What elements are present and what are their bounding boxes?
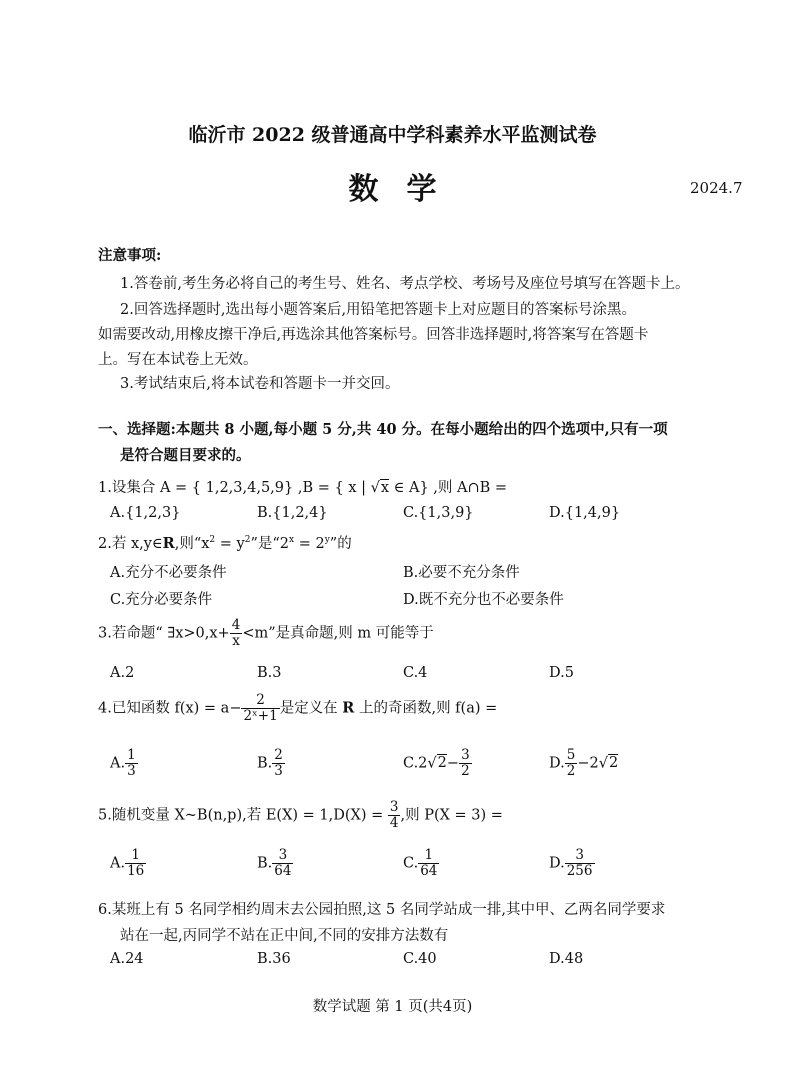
notice-item-3: 3.考试结束后,将本试卷和答题卡一并交回。 (120, 376, 400, 392)
q4-b-frac (272, 748, 285, 779)
q5-a-label: A. (110, 855, 126, 872)
q4-a-label: A. (110, 755, 126, 772)
q4-b-num: 2 (274, 747, 283, 763)
q4-d-num: 5 (566, 747, 576, 763)
q4-d-den: 2 (566, 762, 576, 779)
q2-exp-a: 2 (209, 535, 216, 545)
q5-option-b (257, 848, 293, 879)
q4-option-a (110, 748, 138, 779)
q4-d-tail: −2 (577, 755, 599, 772)
q1-option-b: B.{1,2,4} (257, 505, 328, 521)
q4-b-den: 3 (274, 762, 283, 779)
exam-title: 临沂市 2022 级普通高中学科素养水平监测试卷 (188, 124, 597, 146)
q3-option-d: D.5 (549, 665, 574, 681)
notice-item-2-line-1: 2.回答选择题时,选出每小题答案后,用铅笔把答题卡上对应题目的答案标号涂黑。 (120, 302, 637, 318)
q2-option-c: C.充分必要条件 (110, 592, 213, 608)
q4-d-sqrt-sign: √ (598, 755, 608, 772)
q5-a-frac (125, 848, 146, 879)
q4-c-den: 2 (461, 762, 470, 779)
q4-fraction (241, 693, 279, 724)
question-5 (98, 800, 503, 831)
q5-d-frac (565, 848, 595, 879)
q2-text-e: = 2 (294, 536, 325, 552)
q1-prefix: 1.设集合 A = { 1,2,3,4,5,9} ,B = { x | (98, 480, 371, 496)
q3-prefix: 3.若命题“ ∃x>0,x+ (98, 625, 230, 642)
q2-text-c: = y (215, 536, 245, 552)
q5-b-den: 64 (274, 862, 292, 879)
q5-b-num: 3 (272, 848, 293, 864)
q5-b-label: B. (257, 855, 273, 872)
q4-d-frac (565, 748, 578, 779)
q5-b-frac (272, 848, 293, 879)
q1-sqrt-sign: √ (370, 480, 380, 496)
q5-c-den: 64 (420, 862, 438, 879)
q5-frac-num: 3 (389, 799, 399, 815)
q3-option-b: B.3 (257, 665, 282, 681)
q2-text-f: ”的 (329, 536, 352, 552)
notice-item-1: 1.答卷前,考生务必将自己的考生号、姓名、考点学校、考场号及座位号填写在答题卡上。 (120, 276, 690, 292)
q3-fraction (230, 618, 243, 649)
q4-b-label: B. (257, 755, 273, 772)
question-4 (98, 693, 497, 724)
q4-option-c (403, 748, 472, 779)
q4-a-frac (125, 748, 138, 779)
section-heading-line-2: 是符合题目要求的。 (120, 447, 251, 464)
q2-exp-y: y (324, 535, 330, 545)
q4-d-label: D. (549, 755, 565, 772)
q5-a-den: 16 (127, 862, 145, 879)
q4-frac-den: 2ˣ+1 (243, 707, 278, 724)
q4-option-b (257, 748, 285, 779)
q4-c-sqrt-sign: √ (427, 755, 437, 772)
page-footer: 数学试题 第 1 页(共4页) (312, 999, 473, 1015)
question-2 (98, 532, 352, 553)
q1-option-a: A.{1,2,3} (110, 505, 181, 521)
subject-title: 数学 (348, 172, 465, 207)
notice-item-2-line-2: 如需要改动,用橡皮擦干净后,再选涂其他答案标号。回答非选择题时,将答案写在答题卡 (98, 327, 649, 343)
q6-option-b: B.36 (257, 951, 291, 967)
q4-option-d (549, 748, 618, 779)
q5-d-label: D. (549, 855, 565, 872)
q3-option-a: A.2 (110, 665, 135, 681)
q5-a-num: 1 (125, 848, 146, 864)
question-6-line-1: 6.某班上有 5 名同学相约周末去公园拍照,这 5 名同学站成一排,其中甲、乙两名同学要求 (98, 902, 666, 918)
q5-frac-den: 4 (389, 814, 399, 831)
q5-option-d (549, 848, 595, 879)
q5-suffix: ,则 P(X = 3) = (400, 807, 503, 824)
q6-option-d: D.48 (549, 951, 584, 967)
q6-option-a: A.24 (110, 951, 144, 967)
q4-c-frac (459, 748, 472, 779)
q5-d-den: 256 (566, 862, 593, 879)
q2-option-d: D.既不充分也不必要条件 (403, 592, 564, 608)
notice-item-2-line-3: 上。写在本试卷上无效。 (98, 352, 258, 368)
question-1 (98, 476, 507, 497)
q4-a-den: 3 (127, 762, 136, 779)
question-3 (98, 618, 434, 649)
q3-option-c: C.4 (403, 665, 428, 681)
q5-c-label: C. (403, 855, 419, 872)
q4-suffix: 上的奇函数,则 f(a) = (354, 700, 498, 717)
q4-mid: 是定义在 (279, 700, 343, 717)
q1-sqrt-arg: x (380, 480, 390, 496)
q5-c-frac (418, 848, 439, 879)
q2-text-b: ,则“x (174, 536, 210, 552)
section-heading-line-1: 一、选择题:本题共 8 小题,每小题 5 分,共 40 分。在每小题给出的四个选项中,只有一项 (98, 421, 668, 438)
q3-frac-den: x (232, 632, 240, 649)
q4-c-sqrt-arg: 2 (437, 755, 447, 772)
q5-prefix: 5.随机变量 X~B(n,p),若 E(X) = 1,D(X) = (98, 807, 388, 824)
q2-option-b: B.必要不充分条件 (403, 565, 520, 581)
q3-suffix: <m”是真命题,则 m 可能等于 (242, 625, 434, 642)
q5-fraction (388, 800, 401, 831)
q5-d-num: 3 (565, 848, 595, 864)
q4-a-num: 1 (127, 747, 136, 763)
q2-text-r: R (162, 535, 175, 552)
q4-c-num: 3 (461, 747, 470, 763)
q4-prefix: 4.已知函数 f(x) = a− (98, 700, 242, 717)
q4-frac-num: 2 (241, 693, 279, 709)
notice-heading: 注意事项: (98, 247, 162, 264)
q5-c-num: 1 (418, 848, 439, 864)
q1-option-d: D.{1,4,9} (549, 505, 621, 521)
q3-frac-num: 4 (231, 617, 241, 633)
q4-c-label: C.2 (403, 755, 428, 772)
q5-option-a (110, 848, 146, 879)
q4-r: R (342, 699, 355, 717)
question-6-line-2: 站在一起,丙同学不站在正中间,不同的安排方法数有 (120, 928, 449, 944)
q5-option-c (403, 848, 439, 879)
q2-text-a: 2.若 x,y∈ (98, 536, 163, 552)
exam-date: 2024.7 (690, 179, 743, 197)
q6-option-c: C.40 (403, 951, 437, 967)
q2-exp-b: 2 (244, 535, 251, 545)
q2-exp-x: x (289, 535, 295, 545)
q2-text-d: ”是“2 (250, 536, 290, 552)
q1-suffix: ∈ A} ,则 A∩B = (389, 480, 508, 496)
q1-option-c: C.{1,3,9} (403, 505, 474, 521)
q4-d-sqrt-arg: 2 (608, 755, 619, 772)
q4-c-minus: − (446, 755, 460, 772)
q2-option-a: A.充分不必要条件 (110, 565, 227, 581)
